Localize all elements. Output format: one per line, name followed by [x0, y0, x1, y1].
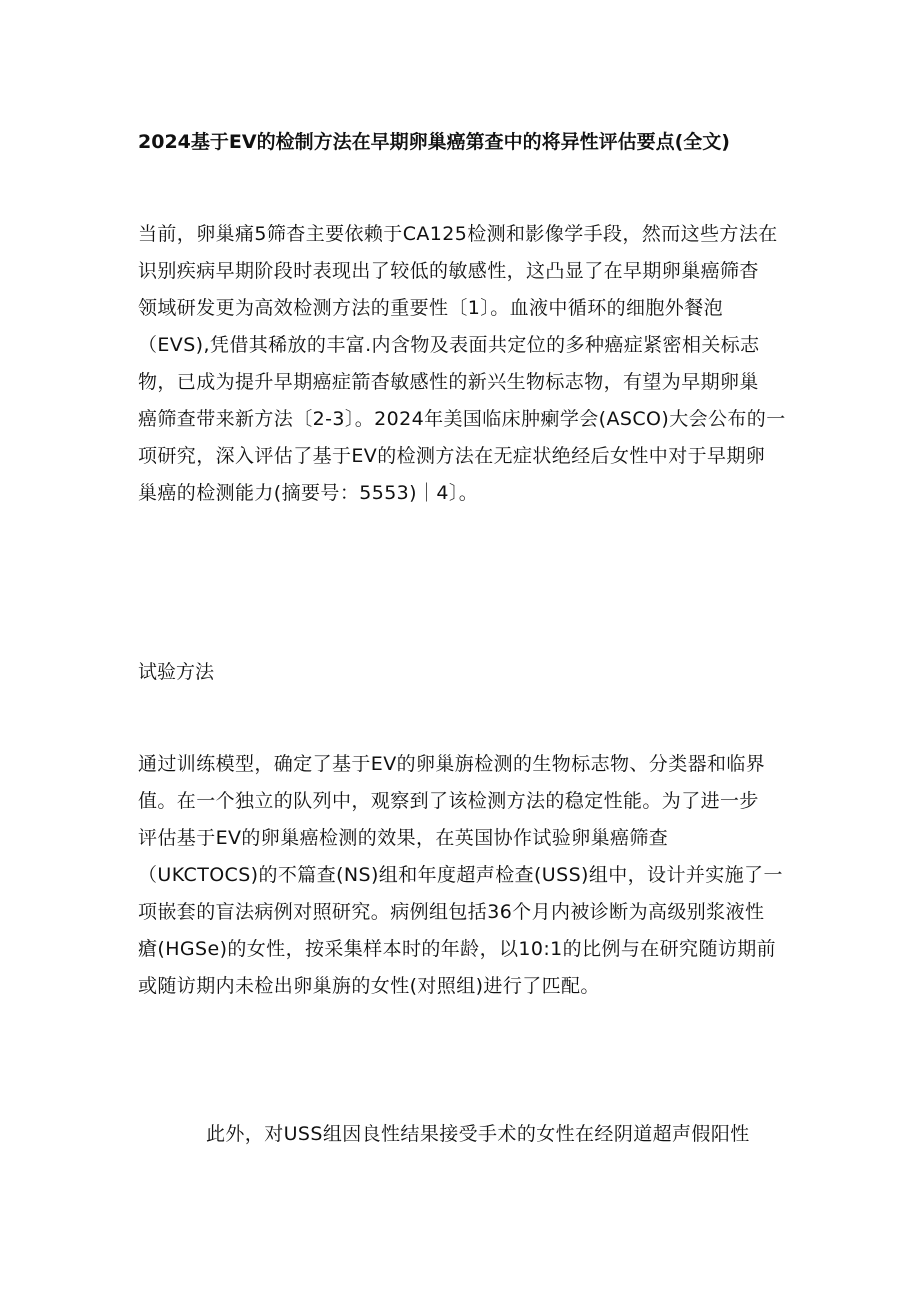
paragraph-line: 领域研发更为高效检测方法的重要性〔1〕。血液中循环的细胞外餐泡: [138, 297, 723, 319]
intro-paragraph: [138, 216, 798, 512]
paragraph-line: 巢癌的检测能力(摘要号：5553)｜4〕。: [138, 482, 479, 504]
paragraph-line: 通过训练模型，确定了基于EV的卵巢旃检测的生物标志物、分类器和临界: [138, 753, 766, 775]
paragraph-line: 此外，对USS组因良性结果接受手术的女性在经阴道超声假阳性: [206, 1123, 750, 1145]
section-heading: 试验方法: [138, 661, 215, 683]
paragraph-line: 或随访期内未检出卵巢旃的女性(对照组)进行了匹配。: [138, 975, 600, 997]
paragraph-line: 当前，卵巢痛5筛杳主要依赖于CA125检测和影像学手段，然而这些方法在: [138, 223, 778, 245]
paragraph-line: 项研究，深入评估了基于EV的检测方法在无症状绝经后女性中对于早期卵: [138, 445, 766, 467]
paragraph-line: 识别疾病早期阶段时表现出了较低的敏感性，这凸显了在早期卵巢癌筛杳: [138, 260, 759, 282]
paragraph-line: 评估基于EV的卵巢癌检测的效果，在英国协作试验卵巢癌筛查: [138, 827, 669, 849]
paragraph-line: 瘡(HGSe)的女性，按采集样本时的年龄，以10:1的比例与在研究随访期前: [138, 938, 777, 960]
document-title: 2024基于EV的检制方法在早期卵巢癌第查中的将异性评估要点(全文): [138, 131, 730, 153]
paragraph-line: 项嵌套的盲法病例对照研究。病例组包括36个月内被诊断为高级别浆液性: [138, 901, 765, 923]
additional-paragraph: [206, 1116, 866, 1153]
paragraph-line: 值。在一个独立的队列中，观察到了该检测方法的稳定性能。为了进一步: [138, 790, 759, 812]
paragraph-line: 物，已成为提升早期癌症箭杳敏感性的新兴生物标志物，有望为早期卵巢: [138, 371, 759, 393]
methods-paragraph: [138, 746, 798, 1005]
paragraph-line: 癌筛查带来新方法〔2-3〕。2024年美国临床肿瘌学会(ASCO)大会公布的一: [138, 408, 786, 430]
paragraph-line: （EVS),凭借其稀放的丰富.内含物及表面共定位的多种癌症紧密相关标志: [138, 334, 760, 356]
paragraph-line: （UKCTOCS)的不篇查(NS)组和年度超声检查(USS)组中，设计并实施了一: [138, 864, 783, 886]
